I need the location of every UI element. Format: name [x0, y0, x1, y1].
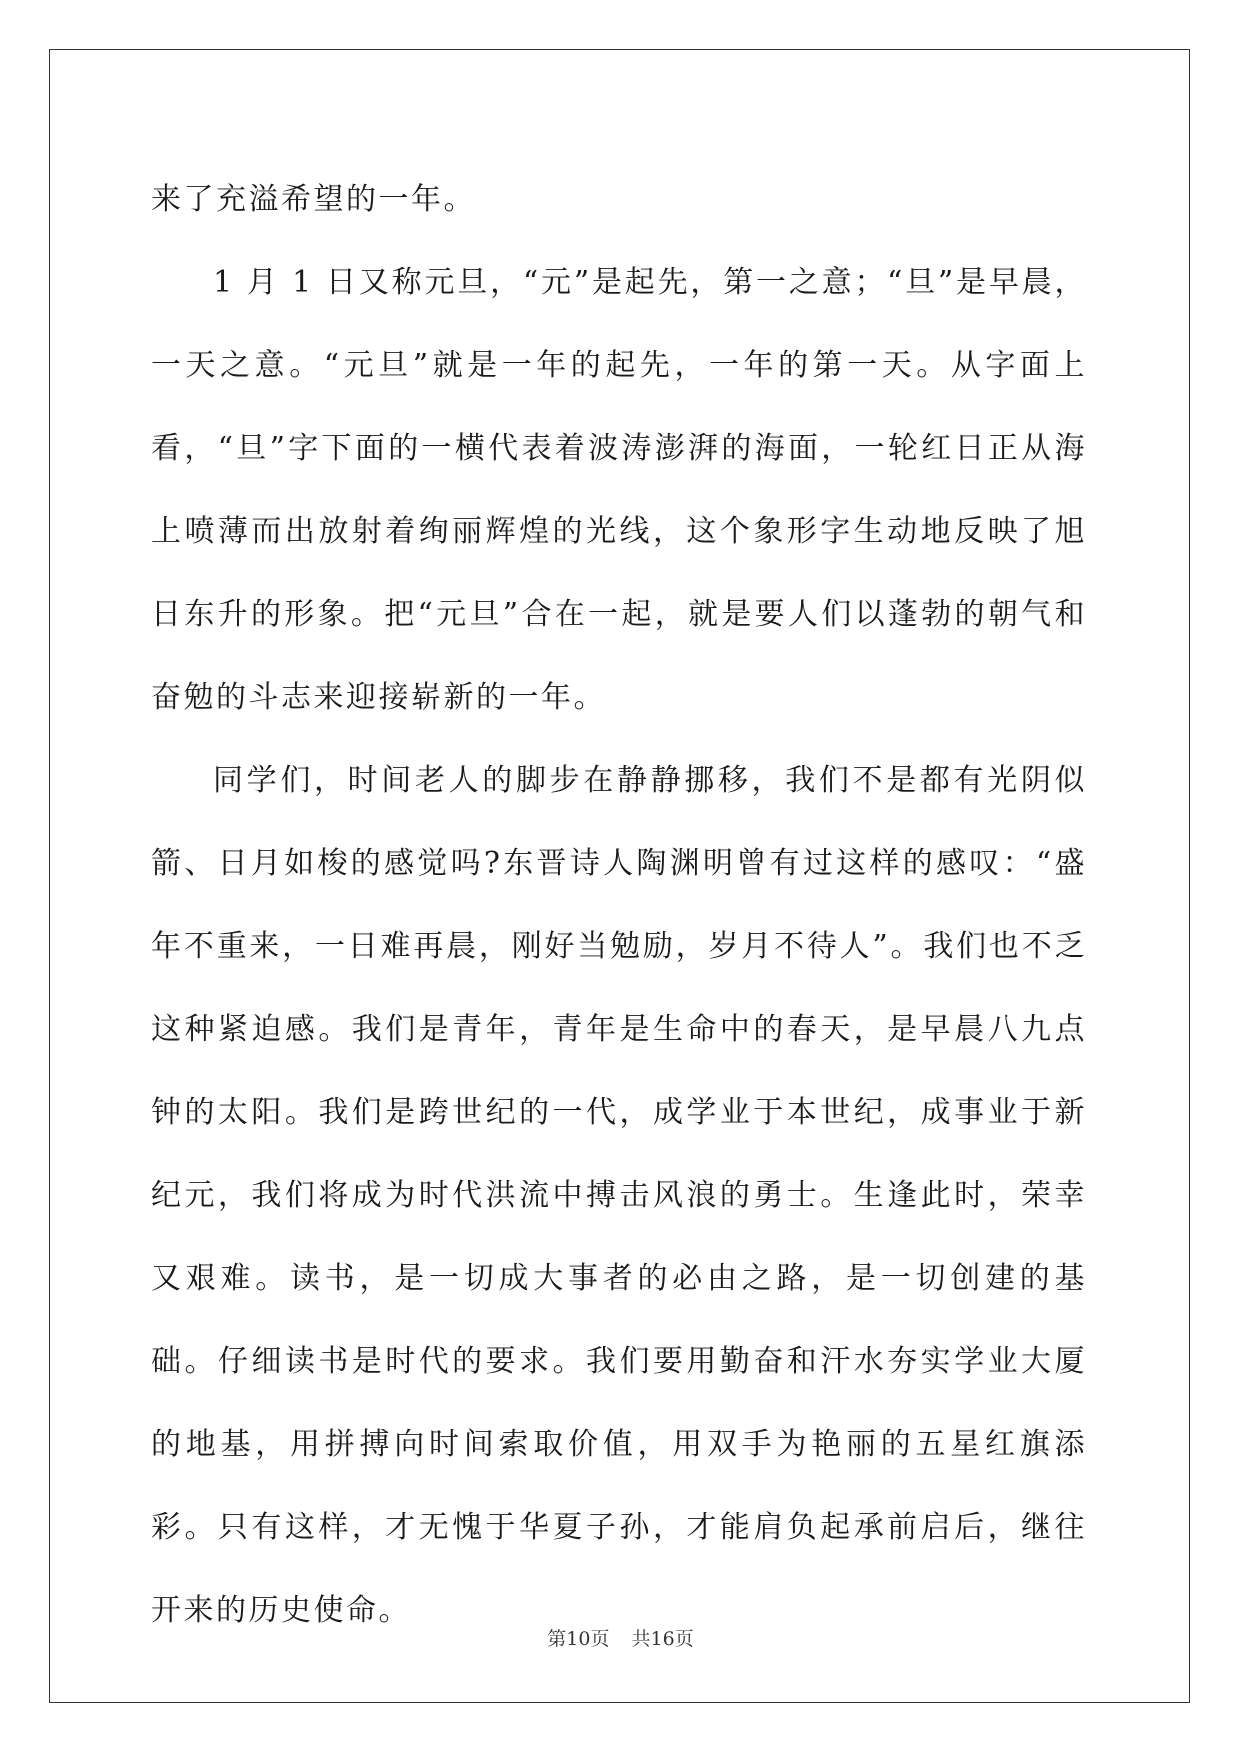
document-body [151, 158, 1087, 1652]
page-number: 第10页 [547, 1628, 610, 1650]
page-footer [0, 1624, 1241, 1651]
paragraph-1: 来了充溢希望的一年。 [151, 182, 476, 217]
paragraph-2: 1 月 1 日又称元旦，“元”是起先，第一之意；“旦”是早晨，一天之意。“元旦”就是一年的起先，一年的第一天。从字面上看，“旦”字下面的一横代表着波涛澎湃的海面，一轮红日正从海上喷薄而出放射着绚丽辉煌的光线，这个象形字生动地反映了旭日东升的形象。把“元旦”合在一起，就是要人们以蓬勃的朝气和奋勉的斗志来迎接崭新的一年。 [151, 265, 1087, 715]
page-total: 共16页 [631, 1628, 694, 1650]
paragraph-3: 同学们，时间老人的脚步在静静挪移，我们不是都有光阴似箭、日月如梭的感觉吗?东晋诗人陶渊明曾有过这样的感叹：“盛年不重来，一日难再晨，刚好当勉励，岁月不待人”。我们也不乏这种紧迫感。我们是青年，青年是生命中的春天，是早晨八九点钟的太阳。我们是跨世纪的一代，成学业于本世纪，成事业于新纪元，我们将成为时代洪流中搏击风浪的勇士。生逢此时，荣幸又艰难。读书，是一切成大事者的必由之路，是一切创建的基础。仔细读书是时代的要求。我们要用勤奋和汗水夯实学业大厦的地基，用拼搏向时间索取价值，用双手为艳丽的五星红旗添彩。只有这样，才无愧于华夏子孙，才能肩负起承前启后，继往开来的历史使命。 [151, 763, 1087, 1628]
